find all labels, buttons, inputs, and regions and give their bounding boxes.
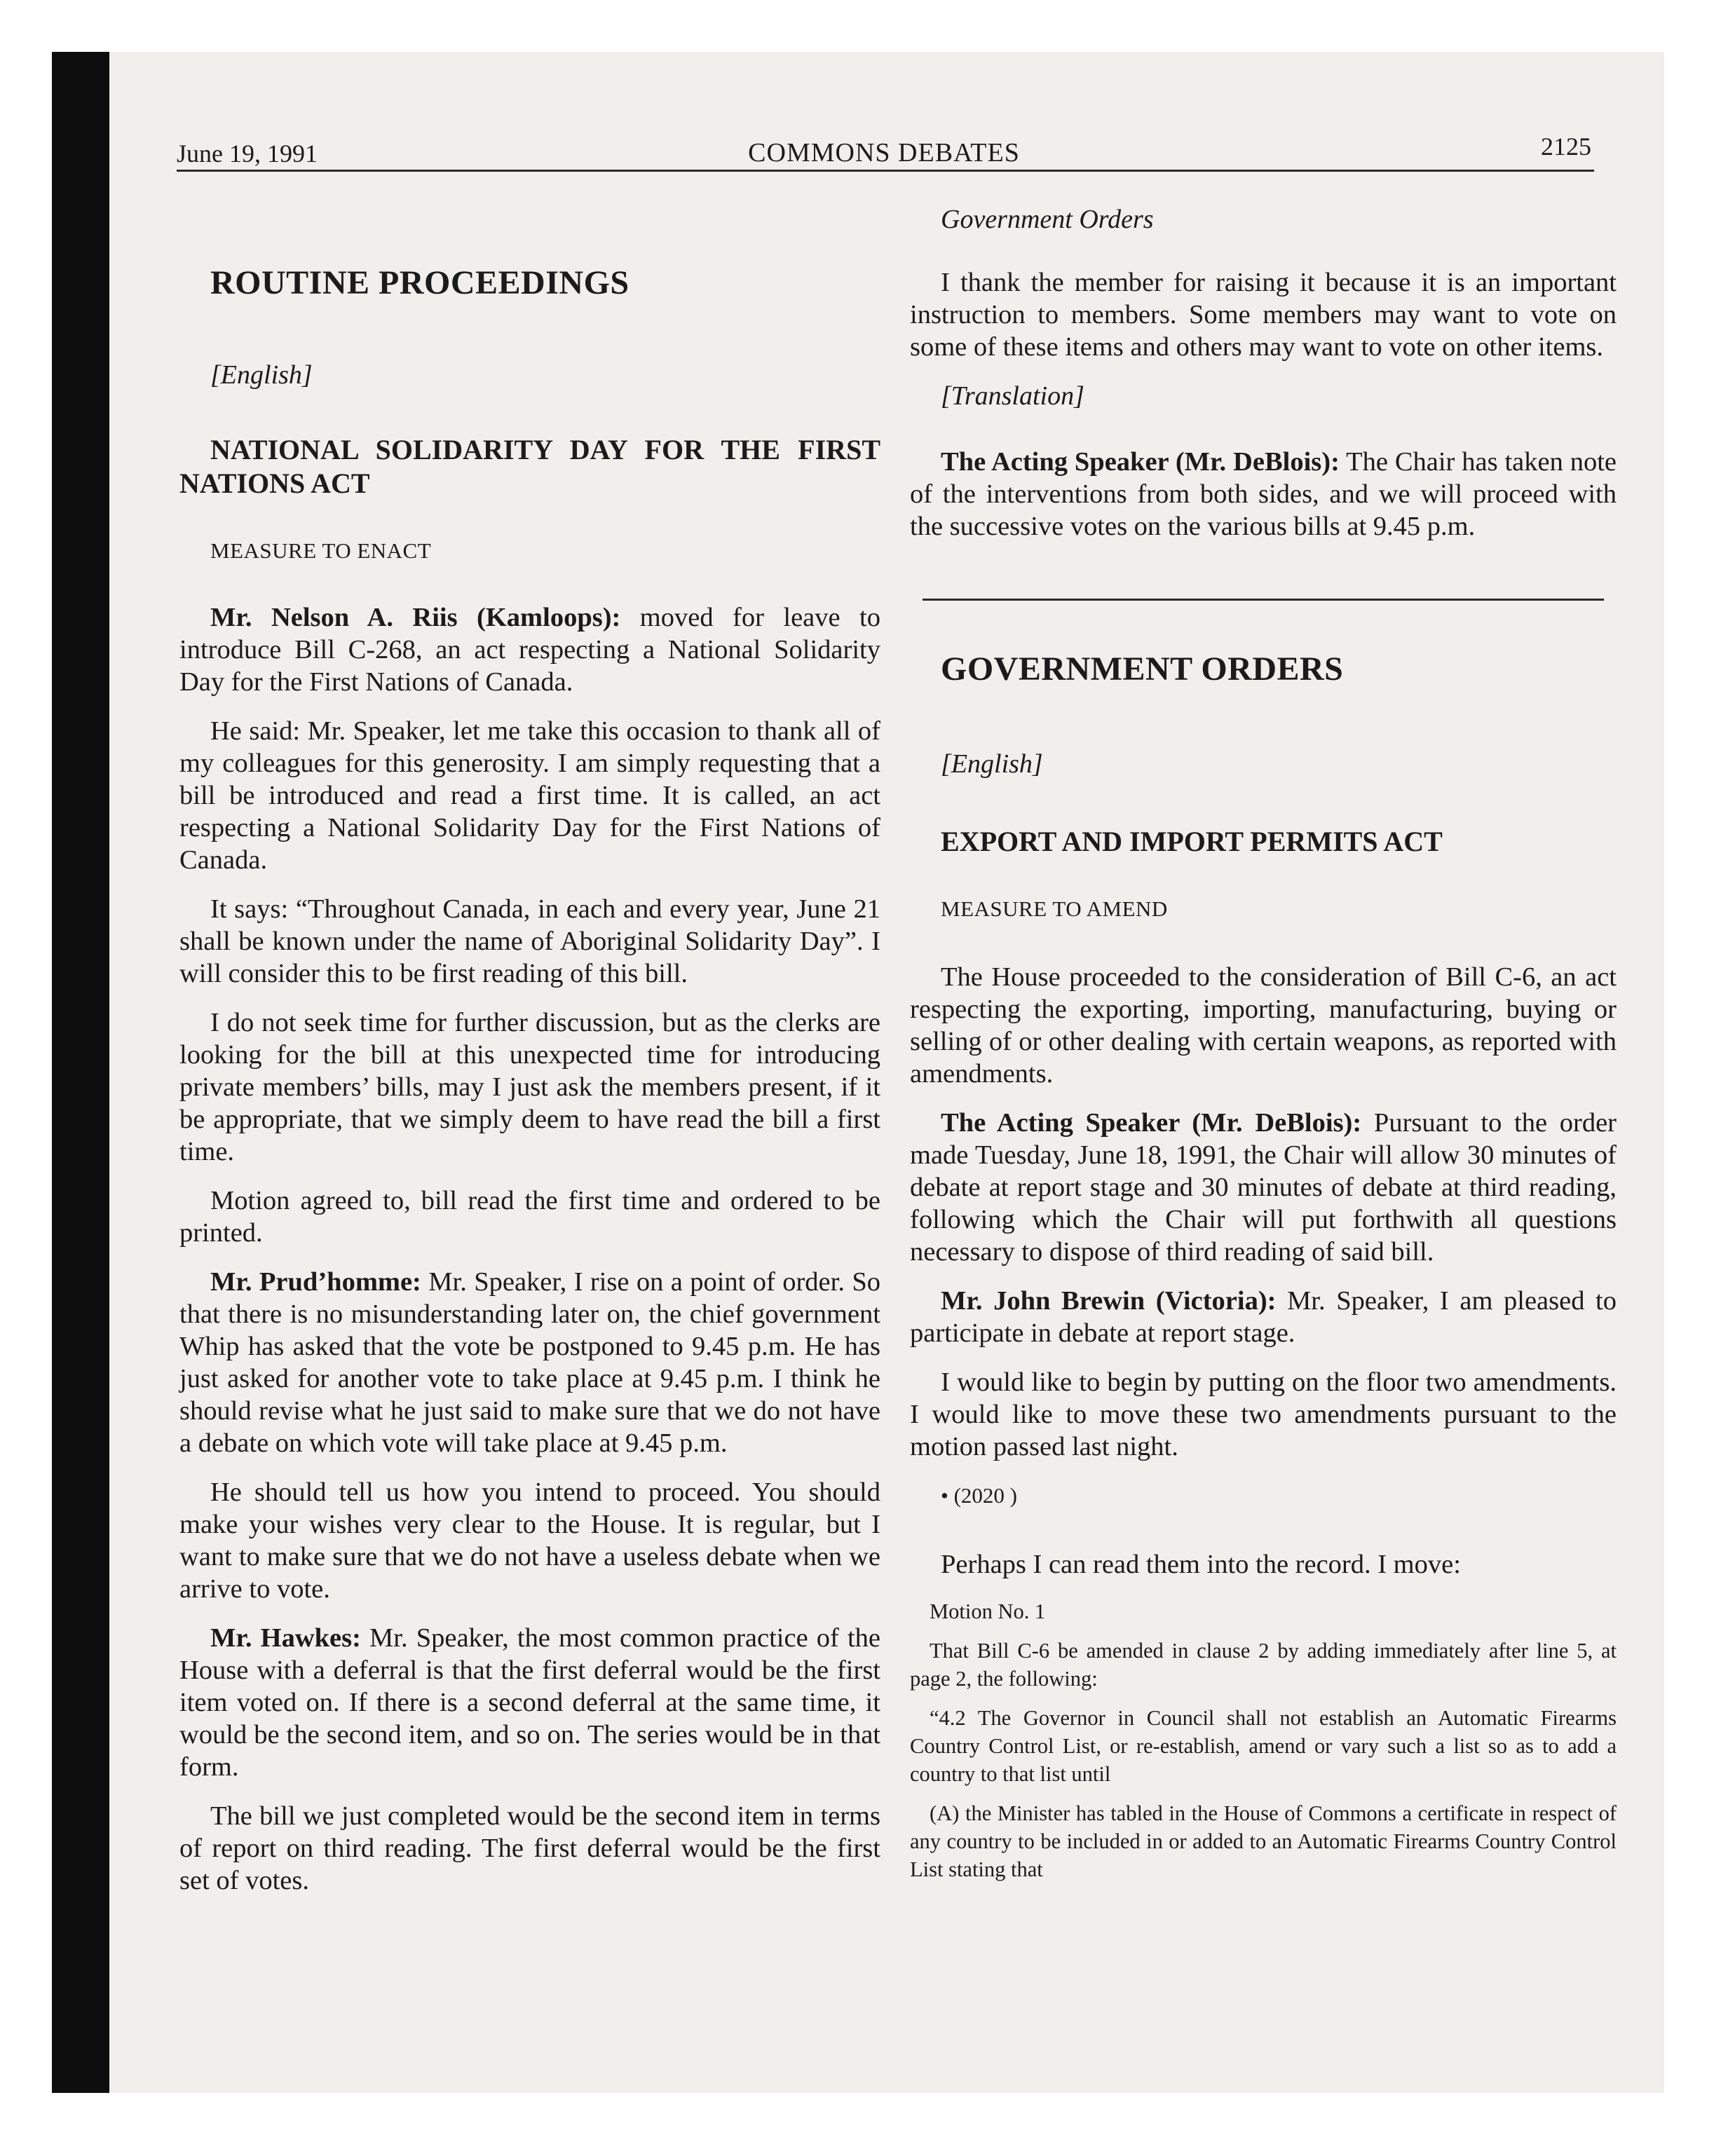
motion-text: “4.2 The Governor in Council shall not establish an Automatic Firearms Country Control List, or re-establish, amend or vary such a list so as to add a country to that list until xyxy=(910,1706,1617,1786)
language-label: Translation xyxy=(951,381,1075,411)
right-column xyxy=(910,203,1617,1895)
speaker-name: The Acting Speaker (Mr. DeBlois): xyxy=(941,447,1340,477)
speech-text: moved for leave to introduce Bill C-268, an act respecting a National Solidarity Day for the First Nations of Canada. xyxy=(179,603,880,697)
measure-label: MEASURE TO AMEND xyxy=(941,896,1168,921)
timestamp: • (2020 ) xyxy=(941,1483,1017,1508)
language-marker: [English] xyxy=(941,749,1043,779)
speech-text: Mr. Speaker, the most common practice of the House with a deferral is that the first deferral would be the first item voted on. If there is a second deferral at the same time, it would be the second item, and so on. The series would be in that form. xyxy=(179,1623,880,1782)
motion-text: (A) the Minister has tabled in the House of Commons a certificate in respect of any country to be included in or added to an Automatic Firearms Country Control List stating that xyxy=(910,1801,1617,1881)
speech-text: Mr. Speaker, I rise on a point of order. So that there is no misunderstanding later on, the chief government Whip has asked that the vote be postponed to 9.45 p.m. He has just asked for another vote to take place at 9.45 p.m. I think he should revise what he just said to make sure that we do not have a debate on which vote will take place at 9.45 p.m. xyxy=(179,1267,880,1458)
running-head: Government Orders xyxy=(941,205,1154,234)
header-date: June 19, 1991 xyxy=(177,139,318,168)
section-title-government-orders: GOVERNMENT ORDERS xyxy=(941,650,1344,688)
speaker-name: Mr. Hawkes: xyxy=(210,1623,361,1653)
language-label: English xyxy=(220,360,302,390)
paragraph xyxy=(179,601,880,698)
header-page-number: 2125 xyxy=(1541,132,1591,161)
paragraph: He should tell us how you intend to proceed. You should make your wishes very clear to the House. It is regular, but I want to make sure that we do not have a useless debate when we arrive to vote. xyxy=(179,1478,880,1604)
header-rule xyxy=(177,170,1594,172)
paragraph: Motion agreed to, bill read the first time and ordered to be printed. xyxy=(179,1186,880,1248)
measure-label: MEASURE TO ENACT xyxy=(210,538,432,563)
bill-title: NATIONAL SOLIDARITY DAY FOR THE FIRST NATIONS ACT xyxy=(179,434,880,499)
header-running-title: COMMONS DEBATES xyxy=(748,138,1020,168)
paragraph: I do not seek time for further discussion, but as the clerks are looking for the bill at this unexpected time for introducing private members’ bills, may I just ask the members present, if it be appropriate, that we simply deem to have read the bill a first time. xyxy=(179,1008,880,1166)
speech-text: The Chair has taken note of the interventions from both sides, and we will proceed with the successive votes on the various bills at 9.45 p.m. xyxy=(910,447,1617,541)
section-title-routine-proceedings: ROUTINE PROCEEDINGS xyxy=(210,264,630,301)
language-label: English xyxy=(951,749,1033,779)
bill-title: EXPORT AND IMPORT PERMITS ACT xyxy=(941,826,1443,857)
paragraph: Perhaps I can read them into the record. I move: xyxy=(941,1550,1461,1579)
paragraph: I thank the member for raising it because it is an important instruction to members. Some members may want to vote on some of these items and others may want to vote on other items. xyxy=(910,268,1617,362)
motion-number: Motion No. 1 xyxy=(930,1599,1046,1623)
speech-text: Pursuant to the order made Tuesday, June 18, 1991, the Chair will allow 30 minutes of debate at report stage and 30 minutes of debate at third reading, following which the Chair will put forthwith all questions necessary to dispose of third reading of said bill. xyxy=(910,1108,1617,1267)
motion-text: That Bill C-6 be amended in clause 2 by adding immediately after line 5, at page 2, the following: xyxy=(910,1639,1617,1691)
paragraph: He said: Mr. Speaker, let me take this occasion to thank all of my colleagues for this generosity. I am simply requesting that a bill be introduced and read a first time. It is called, an act respecting a National Solidarity Day for the First Nations of Canada. xyxy=(179,716,880,875)
paragraph xyxy=(910,1107,1617,1268)
speaker-name: Mr. John Brewin (Victoria): xyxy=(941,1286,1277,1316)
paragraph: The House proceeded to the consideration of Bill C-6, an act respecting the exporting, importing, manufacturing, buying or selling of or other dealing with certain weapons, as reported with amendments. xyxy=(910,962,1617,1089)
paragraph xyxy=(910,1285,1617,1349)
speaker-name: The Acting Speaker (Mr. DeBlois): xyxy=(941,1108,1362,1138)
speech-text: Mr. Speaker, I am pleased to participate in debate at report stage. xyxy=(910,1286,1617,1348)
page-header xyxy=(177,132,1591,171)
binding-edge-shadow xyxy=(52,52,109,2093)
language-marker: [Translation] xyxy=(941,381,1084,411)
paragraph: The bill we just completed would be the second item in terms of report on third reading. The first deferral would be the first set of votes. xyxy=(179,1801,880,1895)
speaker-name: Mr. Prud’homme: xyxy=(210,1267,421,1297)
paragraph xyxy=(179,1266,880,1459)
paragraph xyxy=(179,1622,880,1783)
language-marker: [English] xyxy=(210,360,313,390)
paragraph xyxy=(910,446,1617,543)
paragraph: I would like to begin by putting on the floor two amendments. I would like to move these two amendments pursuant to the motion passed last night. xyxy=(910,1367,1617,1461)
paragraph: It says: “Throughout Canada, in each and every year, June 21 shall be known under the name of Aboriginal Solidarity Day”. I will consider this to be first reading of this bill. xyxy=(179,894,880,988)
left-column xyxy=(179,203,880,1913)
speaker-name: Mr. Nelson A. Riis (Kamloops): xyxy=(210,603,621,632)
